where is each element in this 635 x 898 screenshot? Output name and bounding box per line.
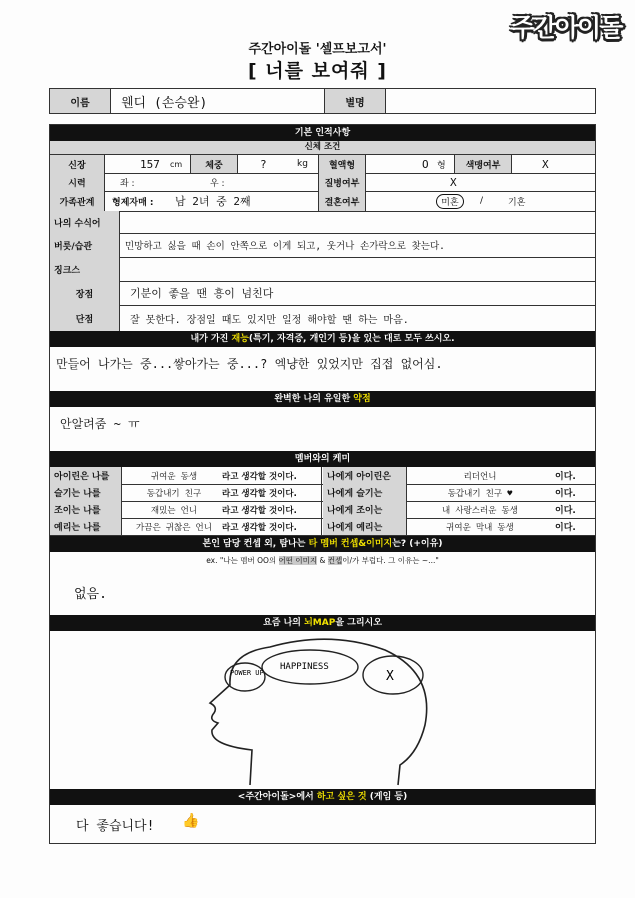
talent-answer: 만들어 나가는 중...쌓아가는 중...? 엑냥한 있었지만 집접 없어심. bbox=[56, 357, 443, 371]
chem-left-value: 가끔은 귀찮은 언니 bbox=[136, 522, 212, 533]
concept-answer: 없음. bbox=[74, 587, 107, 602]
blood-label: 혈액형 bbox=[318, 155, 366, 173]
siblings-value: 남 2녀 중 2째 bbox=[175, 195, 251, 208]
disease-value: X bbox=[450, 175, 457, 189]
physical-row-1 bbox=[50, 155, 595, 174]
modifier-value bbox=[130, 211, 580, 233]
wish-bar bbox=[50, 789, 595, 805]
brainmap-bar-highlight: 뇌MAP bbox=[304, 618, 336, 628]
chem-right-suffix: 이다. bbox=[555, 506, 576, 516]
physical-sub-bar: 신체 조건 bbox=[50, 141, 595, 155]
jinx-row bbox=[50, 257, 595, 282]
weight-unit: kg bbox=[297, 159, 308, 169]
married-single bbox=[435, 191, 465, 211]
chem-left-suffix: 라고 생각할 것이다. bbox=[222, 467, 322, 484]
chem-left-suffix: 라고 생각할 것이다. bbox=[222, 518, 322, 535]
disease-label: 질병여부 bbox=[318, 173, 366, 191]
ex-highlight-2: 컨셉 bbox=[327, 556, 343, 565]
wish-bar-post: (게임 등) bbox=[366, 792, 408, 802]
nickname-row bbox=[50, 211, 595, 234]
brainmap-bar bbox=[50, 615, 595, 631]
siblings-label: 형제자매 : bbox=[112, 197, 154, 208]
chem-left-value: 귀여운 동생 bbox=[150, 471, 198, 482]
weakness-row bbox=[50, 305, 595, 331]
talent-bar-post: (특기, 자격증, 개인기 등)을 있는 대로 모두 쓰시오. bbox=[248, 334, 455, 344]
jinx-label: 징크스 bbox=[50, 257, 120, 281]
chem-right-label: 나에게 아이린은 bbox=[323, 467, 407, 484]
talent-bar-highlight: 재능 bbox=[231, 334, 249, 344]
ex-highlight-1: 어떤 이미지 bbox=[278, 556, 318, 565]
chemistry-row bbox=[50, 484, 595, 502]
brain-map-drawing bbox=[200, 635, 460, 790]
family-row bbox=[50, 191, 595, 212]
weakpoint-bar bbox=[50, 391, 595, 407]
wish-answer: 다 좋습니다! bbox=[76, 819, 155, 834]
chem-right-value: 귀여운 막내 동생 bbox=[446, 522, 514, 533]
vision-label: 시력 bbox=[50, 173, 105, 191]
chemistry-row bbox=[50, 518, 595, 536]
married-label: 결혼여부 bbox=[318, 191, 366, 211]
chemistry-bar: 멤버와의 케미 bbox=[50, 451, 595, 467]
concept-bar bbox=[50, 536, 595, 552]
married-sep: / bbox=[480, 196, 484, 206]
brain-label-happiness: HAPPINESS bbox=[280, 662, 329, 672]
chem-right-suffix: 이다. bbox=[555, 523, 576, 533]
ex-mid: & bbox=[317, 556, 328, 565]
weakpoint-answer: 안알려줌 ~ ㅠ bbox=[60, 417, 140, 431]
name-row bbox=[49, 88, 596, 114]
concept-example bbox=[50, 555, 595, 566]
strength-value: 기분이 좋을 땐 흥이 넘친다 bbox=[130, 287, 274, 300]
chem-left-suffix: 라고 생각할 것이다. bbox=[222, 501, 322, 518]
married-married: 기혼 bbox=[508, 197, 526, 208]
weight-label: 체중 bbox=[190, 155, 238, 173]
nickname-label: 별명 bbox=[325, 89, 386, 113]
brainmap-bar-post: 을 그리시오 bbox=[335, 618, 382, 628]
report-form bbox=[49, 124, 596, 844]
chem-left-label: 슬기는 나를 bbox=[50, 484, 122, 501]
ex-post: 이/가 부럽다. 그 이유는 ~..." bbox=[342, 556, 439, 565]
married-single-text: 미혼 bbox=[436, 194, 463, 209]
weakness-label: 단점 bbox=[50, 305, 120, 331]
wish-bar-highlight: 하고 싶은 것 bbox=[316, 792, 367, 802]
weakpoint-bar-highlight: 약점 bbox=[353, 394, 371, 404]
logo-text: 주간아이돌 bbox=[510, 13, 622, 42]
modifier-label: 나의 수식어 bbox=[50, 211, 120, 233]
height-label: 신장 bbox=[50, 155, 105, 173]
chem-right-suffix: 이다. bbox=[555, 472, 576, 482]
height-value: 157 bbox=[140, 157, 160, 171]
strength-row bbox=[50, 281, 595, 306]
chemistry-row bbox=[50, 501, 595, 519]
blood-value: O bbox=[422, 157, 429, 171]
chem-right-suffix: 이다. bbox=[555, 489, 576, 499]
chem-right-value: 리더언니 bbox=[463, 471, 497, 482]
chem-left-suffix: 라고 생각할 것이다. bbox=[222, 484, 322, 501]
ex-pre: ex. "나는 멤버 OO의 bbox=[206, 556, 279, 565]
chem-right-label: 나에게 예리는 bbox=[323, 518, 407, 535]
concept-bar-post: 는? (+이유) bbox=[392, 539, 443, 549]
brain-label-power: POWER UP bbox=[230, 669, 264, 677]
chem-left-value: 재밌는 언니 bbox=[150, 505, 198, 516]
chem-left-value: 동갑내기 친구 bbox=[146, 488, 202, 499]
form-subtitle: 주간아이돌 '셀프보고서' bbox=[248, 42, 387, 57]
physical-row-2 bbox=[50, 173, 595, 192]
chem-left-label: 아이린은 나를 bbox=[50, 467, 122, 484]
name-label: 이름 bbox=[50, 89, 111, 113]
vision-right: 우 : bbox=[210, 178, 225, 189]
chemistry-row bbox=[50, 467, 595, 485]
concept-bar-pre: 본인 담당 컨셉 외, 탐나는 bbox=[202, 539, 309, 549]
family-label: 가족관계 bbox=[50, 191, 105, 211]
blood-unit: 형 bbox=[437, 160, 446, 171]
chem-right-label: 나에게 조이는 bbox=[323, 501, 407, 518]
weakness-value: 잘 못한다. 장점일 때도 있지만 일정 해야할 땐 하는 마음. bbox=[130, 314, 409, 326]
jinx-value bbox=[130, 257, 580, 281]
chem-left-label: 조이는 나를 bbox=[50, 501, 122, 518]
vision-left: 좌 : bbox=[120, 178, 135, 189]
brain-label-x: X bbox=[386, 669, 394, 684]
wish-bar-pre: <주간아이돌>에서 bbox=[237, 792, 317, 802]
talent-bar-pre: 내가 가진 bbox=[190, 334, 232, 344]
name-value: 웬디 (손승완) bbox=[111, 89, 325, 113]
habit-value: 민망하고 싫을 때 손이 안쪽으로 이게 되고, 웃거나 손가락으로 찾는다. bbox=[125, 241, 445, 252]
nickname-value bbox=[386, 89, 595, 113]
chem-right-value: 내 사랑스러운 동생 bbox=[442, 505, 518, 516]
thumbs-up-icon: 👍 bbox=[182, 813, 200, 829]
colorblind-value: X bbox=[542, 157, 549, 171]
weakpoint-bar-pre: 완벽한 나의 유일한 bbox=[274, 394, 354, 404]
height-unit: cm bbox=[170, 159, 183, 169]
concept-bar-highlight: 타 멤버 컨셉&이미지 bbox=[308, 539, 393, 549]
weight-value: ? bbox=[260, 157, 267, 171]
colorblind-label: 색맹여부 bbox=[454, 155, 512, 173]
strength-label: 장점 bbox=[50, 281, 120, 305]
form-title: [ 너를 보여줘 ] bbox=[248, 60, 387, 82]
talent-bar bbox=[50, 331, 595, 347]
habit-label: 버릇/습관 bbox=[50, 233, 120, 257]
chem-left-label: 예리는 나를 bbox=[50, 518, 122, 535]
habit-row bbox=[50, 233, 595, 258]
brainmap-bar-pre: 요즘 나의 bbox=[263, 618, 305, 628]
chem-right-value: 동갑내기 친구 ♥ bbox=[447, 488, 513, 499]
chem-right-label: 나에게 슬기는 bbox=[323, 484, 407, 501]
basic-info-bar: 기본 인적사항 bbox=[50, 125, 595, 141]
